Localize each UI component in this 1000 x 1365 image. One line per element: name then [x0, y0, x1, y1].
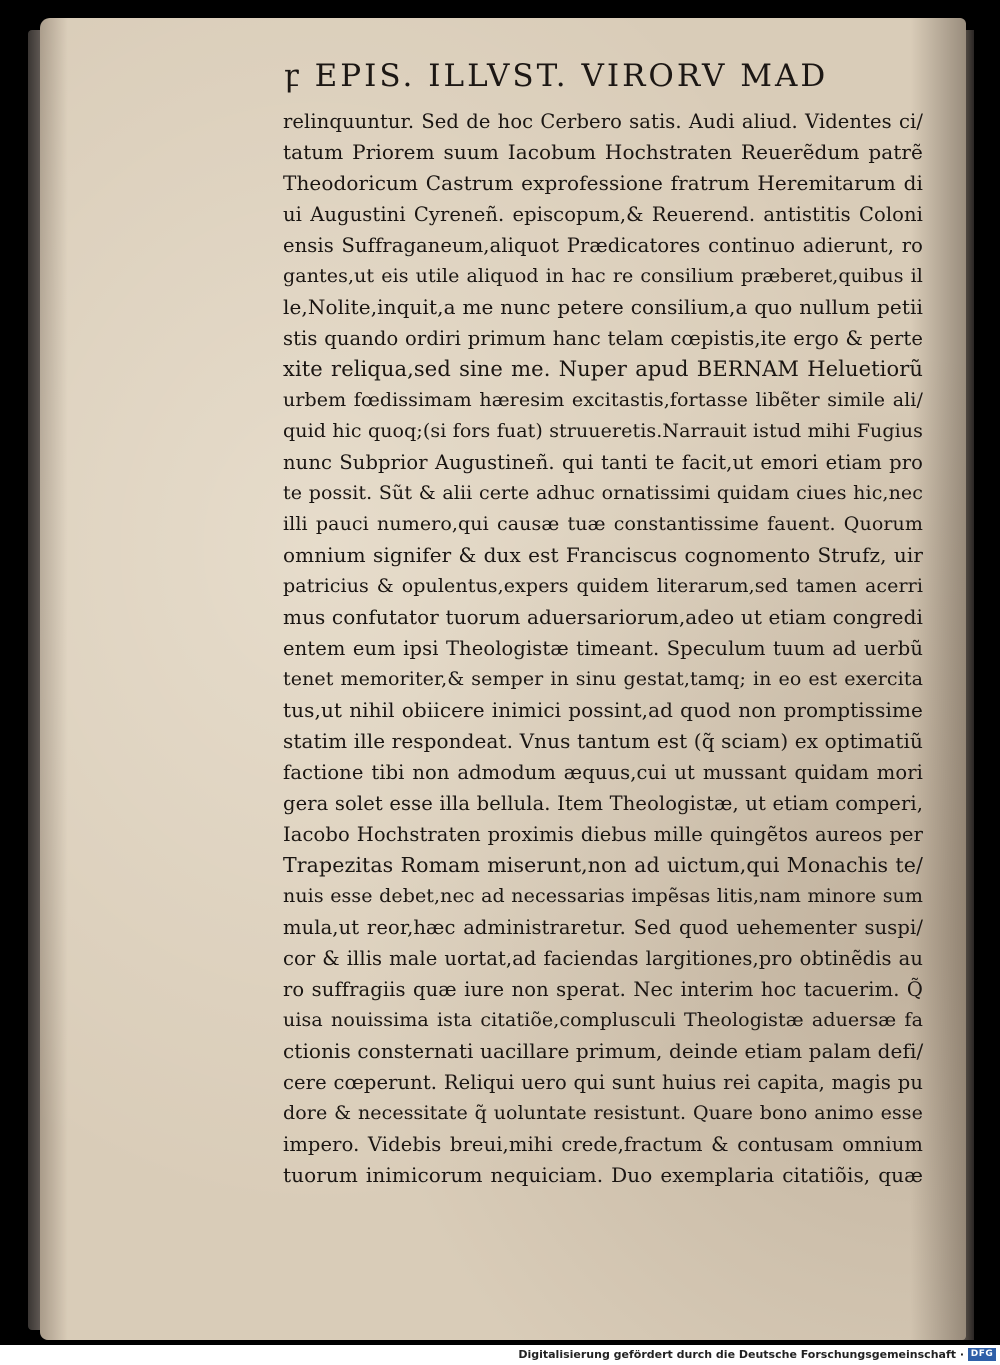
text-line: factione tibi non admodum æquus,cui ut mussant quidam mori	[283, 761, 923, 784]
text-line: mus confutator tuorum aduersariorum,adeo ut etiam congredi	[283, 605, 923, 629]
text-line: illi pauci numero,qui causæ tuæ constantissime fauent. Quorum	[283, 513, 923, 535]
running-head: ꝼ EPIS. ILLVST. VIRORV MAD	[284, 58, 829, 94]
text-line: omnium signifer & dux est Franciscus cognomento Strufz, uir	[283, 543, 923, 567]
funding-credit: Digitalisierung gefördert durch die Deutsche Forschungsgemeinschaft ·	[518, 1348, 964, 1361]
text-line: relinquuntur. Sed de hoc Cerbero satis. Audi aliud. Videntes ci/	[283, 110, 923, 133]
text-line: te possit. Sũt & alii certe adhuc ornatissimi quidam ciues hic,nec	[283, 482, 923, 504]
text-line: nuis esse debet,nec ad necessarias impẽsas litis,nam minore sum	[283, 885, 923, 907]
text-line: dore & necessitate q̃ uoluntate resistunt. Quare bono animo esse	[283, 1102, 923, 1124]
text-line: gera solet esse illa bellula. Item Theologistæ, ut etiam comperi,	[283, 792, 923, 815]
text-line: quid hic quoq;(si fors fuat) struueretis.Narrauit istud mihi Fugius	[283, 420, 923, 442]
text-line: Theodoricum Castrum exprofessione fratrum Heremitarum di	[283, 171, 923, 195]
text-line: ui Augustini Cyreneñ. episcopum,& Reuerend. antistitis Coloni	[283, 203, 923, 226]
text-line: ctionis consternati uacillare primum, deinde etiam palam defi/	[283, 1039, 924, 1063]
text-line: cor & illis male uortat,ad faciendas largitiones,pro obtinẽdis au	[283, 947, 923, 970]
text-block	[283, 106, 923, 1191]
text-line: entem eum ipsi Theologistæ timeant. Speculum tuum ad uerbũ	[283, 637, 923, 660]
text-line: statim ille respondeat. Vnus tantum est (q̃ sciam) ex optimatiũ	[283, 729, 923, 753]
text-line: tatum Priorem suum Iacobum Hochstraten Reuerẽdum patrẽ	[283, 140, 923, 164]
text-line: Iacobo Hochstraten proximis diebus mille quingẽtos aureos per	[283, 823, 923, 846]
text-line: ro suffragiis quæ iure non sperat. Nec interim hoc tacuerim. Q̃	[283, 978, 923, 1001]
text-line: mula,ut reor,hæc administraretur. Sed quod uehementer suspi/	[283, 916, 923, 939]
text-line: cere cœperunt. Reliqui uero qui sunt huius rei capita, magis pu	[283, 1071, 923, 1094]
text-line: tenet memoriter,& semper in sinu gestat,tamq; in eo est exercita	[283, 668, 923, 690]
dfg-logo: DFG	[968, 1348, 996, 1361]
text-line: patricius & opulentus,expers quidem literarum,sed tamen acerri	[283, 575, 923, 597]
text-line: impero. Videbis breui,mihi crede,fractum & contusam omnium	[283, 1133, 923, 1156]
footer-bar	[0, 1345, 1000, 1365]
text-line: le,Nolite,inquit,a me nunc petere consilium,a quo nullum petii	[283, 295, 923, 319]
text-line: gantes,ut eis utile aliquod in hac re consilium præberet,quibus il	[283, 265, 923, 287]
text-line: ensis Suffraganeum,aliquot Prædicatores continuo adierunt, ro	[283, 234, 923, 257]
text-line: tus,ut nihil obiicere inimici possint,ad quod non promptissime	[283, 698, 923, 722]
text-line: uisa nouissima ista citatiõe,complusculi Theologistæ aduersæ fa	[283, 1009, 923, 1031]
text-line: stis quando ordiri primum hanc telam cœpistis,ite ergo & perte	[283, 327, 923, 350]
text-line: xite reliqua,sed sine me. Nuper apud BERNAM Heluetiorũ	[283, 357, 923, 381]
text-line: nunc Subprior Augustineñ. qui tanti te facit,ut emori etiam pro	[283, 451, 923, 474]
text-line: Trapezitas Romam miserunt,non ad uictum,qui Monachis te/	[283, 853, 923, 877]
text-line: tuorum inimicorum nequiciam. Duo exemplaria citatiõis, quæ	[283, 1163, 923, 1187]
text-line: urbem fœdissimam hæresim excitastis,fortasse libẽter simile ali/	[283, 389, 923, 411]
